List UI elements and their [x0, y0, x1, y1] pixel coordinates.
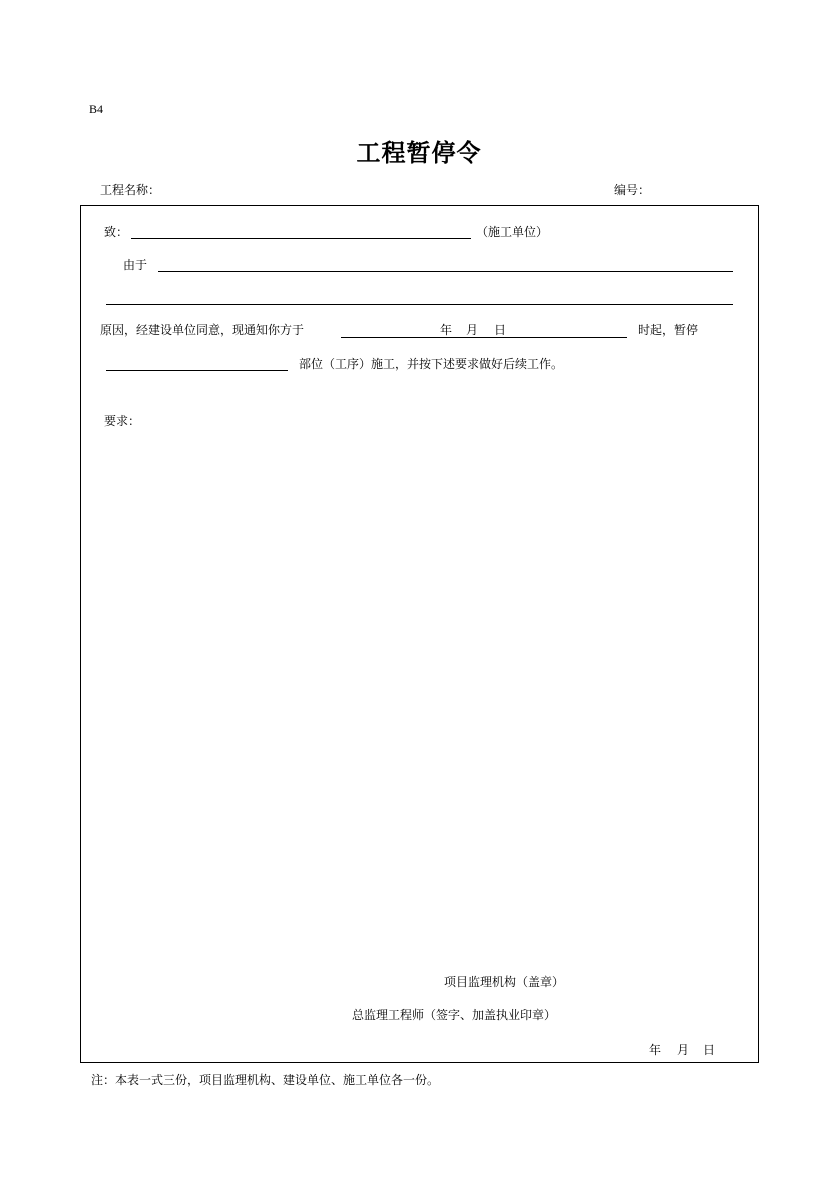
part-blank-line[interactable] [106, 370, 288, 371]
reason-prefix: 原因，经建设单位同意，现通知你方于 [100, 323, 305, 337]
chief-engineer: 总监理工程师（签字、加盖执业印章） [352, 1008, 557, 1022]
reason-blank-line-1[interactable] [158, 271, 733, 272]
sign-year: 年 [649, 1043, 662, 1057]
contractor-blank-line[interactable] [131, 238, 471, 239]
to-label: 致： [104, 225, 129, 239]
date-month: 月 [466, 323, 479, 337]
footnote: 注：本表一式三份，项目监理机构、建设单位、施工单位各一份。 [91, 1073, 440, 1087]
date-year: 年 [440, 323, 453, 337]
sign-month: 月 [677, 1043, 690, 1057]
due-to-label: 由于 [123, 258, 148, 272]
supervision-org: 项目监理机构（盖章） [444, 975, 565, 989]
document-title: 工程暂停令 [356, 139, 482, 167]
form-code: B4 [89, 102, 104, 116]
reason-blank-line-2[interactable] [106, 304, 733, 305]
sign-day: 日 [703, 1043, 716, 1057]
date-day: 日 [494, 323, 507, 337]
number-label: 编号： [614, 183, 651, 197]
requirements-label: 要求： [104, 414, 141, 428]
project-name-label: 工程名称： [100, 183, 161, 197]
contractor-suffix: （施工单位） [476, 225, 549, 239]
from-time-suffix: 时起，暂停 [638, 323, 699, 337]
date-blank-line[interactable] [341, 337, 627, 338]
part-suffix: 部位（工序）施工，并按下述要求做好后续工作。 [299, 357, 564, 371]
